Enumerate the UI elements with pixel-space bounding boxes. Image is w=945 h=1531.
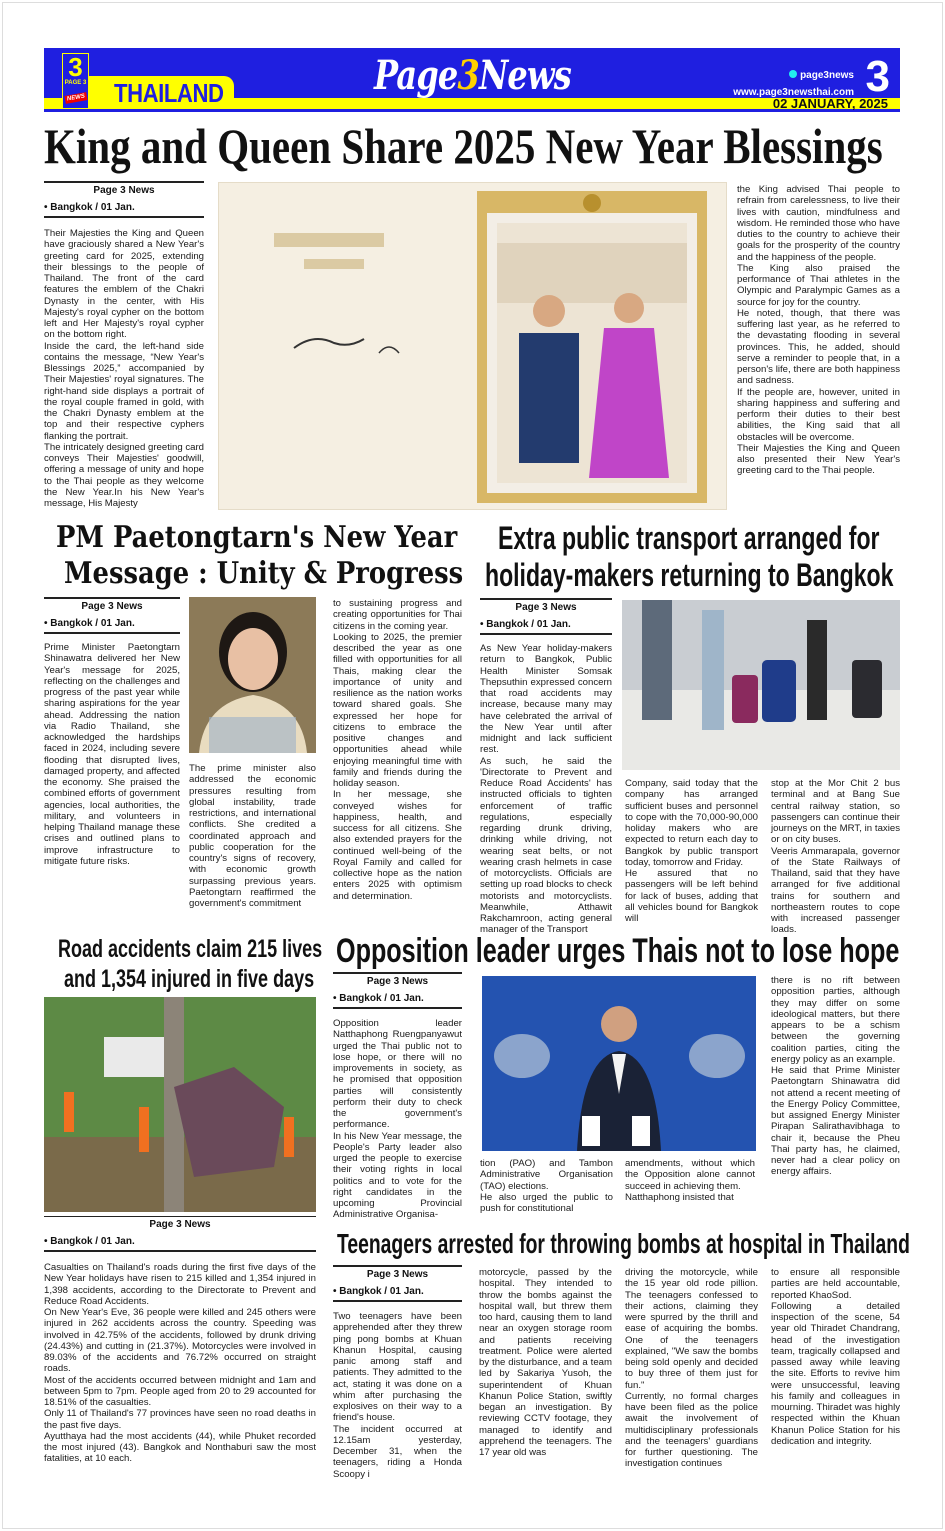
headline-pm-line2: Message : Unity & Progress xyxy=(64,556,464,591)
station-illustration xyxy=(622,600,900,770)
website-link[interactable]: www.page3newsthai.com xyxy=(733,87,854,98)
article-teenagers-col2 xyxy=(479,1267,612,1458)
paragraph: motorcycle, passed by the hospital. They intended to throw the bombs against the hospital wall, but threw them too hard, causing them to land near an oxygen storage room and patients receiving treatment. Police were alerted by the disturbance, and a team led by Sakariya Yusoh, the superintendent of Khuan Khanun Police Station, swiftly began an investigation. By reviewing CCTV footage, they managed to identify and apprehend the teenagers. The 17 year old was xyxy=(479,1267,612,1458)
paragraph: Following a detailed inspection of the scene, 54 year old Thiradet Chandrang, head of the investigation team, tragically collapsed and passed away while leaving the site. Efforts to revive him were unsuccessful, leaving his family and colleagues in mourning. Thiradet was highly respected within the Khuan Khanun Police Station for his dedication and integrity. xyxy=(771,1300,900,1447)
portrait-illustration xyxy=(189,597,316,753)
page3-logo[interactable] xyxy=(62,53,89,109)
paragraph: Ayutthaya had the most accidents (44), while Phuket recorded the most injured (43). Bangkok and Nonthaburi saw the most fatalities, at 10 each. xyxy=(44,1430,316,1465)
article-opposition-col2 xyxy=(480,1158,613,1214)
brand-left: Page xyxy=(374,52,458,99)
paragraph: On New Year's Eve, 36 people were killed and 245 others were injured in 262 accidents across the country. Speeding was involved in 42.75% of the accidents, followed by drunk driving (24.43%) and cutting in (21.37%). Motorcycles were involved in 89.03% of the accidents and 76.72% occurred on straight roads. xyxy=(44,1307,316,1375)
paragraph: Their Majesties the King and Queen also presented their New Year's greeting card to the Thai people. xyxy=(737,442,900,477)
byline-location: • Bangkok / 01 Jan. xyxy=(333,1286,424,1297)
article-opposition-col3 xyxy=(625,1158,755,1203)
paragraph: Veeris Ammarapala, governor of the State Railways of Thailand, said that they have arranged for five additional trains for southern and northeastern routes to cope with increased passenger loads. xyxy=(771,845,900,936)
headline-pm-line1: PM Paetongtarn's New Year xyxy=(56,520,458,555)
paragraph: Only 11 of Thailand's 77 provinces have seen no road deaths in the past five days. xyxy=(44,1408,316,1431)
paragraph: In her message, she conveyed wishes for happiness, health, and success for all citizens. She also extended prayers for the continued well-being of the Royal Family and called for collective hope as the nation enters 2025 with optimism and determination. xyxy=(333,789,462,902)
paragraph: Inside the card, the left-hand side contains the message, “New Year's Blessings 2025,” accompanied by Their Majesties' royal signatures. The right-hand side displays a portrait of the royal couple framed in gold, with the Chakri Dynasty emblem at the top and their respective cyphers flanking the portrait. xyxy=(44,340,204,442)
article-teenagers-col3 xyxy=(625,1267,758,1470)
paragraph: The King also praised the performance of Thai athletes in the Olympic and Paralympic Games as a source for joy for the country. xyxy=(737,262,900,308)
paragraph: Company, said today that the company has arranged sufficient buses and personnel to cope with the 70,000-90,000 holiday makers who are expected to return each day to Bangkok by public transport today, tomorrow and Friday. xyxy=(625,778,758,868)
paragraph: Their Majesties the King and Queen have graciously shared a New Year's greeting card for 2025, extending their blessings to the people of Thailand. The front of the card features the emblem of the Chakri Dynasty in the center, with His Majesty's royal cypher on the bottom left and Her Majesty's royal cypher on the bottom right. xyxy=(44,228,204,341)
headline-transport-line1: Extra public transport arranged for xyxy=(498,520,880,556)
headline-road-line2: and 1,354 injured in five days xyxy=(64,965,315,993)
road-accident-photo xyxy=(44,997,316,1212)
paragraph: to sustaining progress and creating opportunities for Thai citizens in the coming year. xyxy=(333,598,462,632)
article-transport-col1 xyxy=(480,643,612,936)
paragraph: driving the motorcycle, while the 15 year old rode pillion. The teenagers confessed to their actions, claiming they were spurred by the thrill and ease of acquiring the bombs. One of the teenagers explained, "We saw the bombs being sold openly and decided to buy three of them just for fun." xyxy=(625,1267,758,1391)
paragraph: Natthaphong insisted that xyxy=(625,1191,734,1203)
logo-small-text: PAGE 3 xyxy=(64,80,87,86)
logo-number: 3 xyxy=(68,52,83,82)
byline-location: • Bangkok / 01 Jan. xyxy=(333,993,424,1004)
paragraph: He said that Prime Minister Paetongtarn Shinawatra did not attend a recent meeting of the Energy Policy Committee, but assigned Energy Minister Pirapan Salirathavibhaga to chair it, because the Pheu Thai party has, he claimed, never had a clear policy on energy affairs. xyxy=(771,1065,900,1178)
region-label: THAILAND xyxy=(114,78,224,108)
social-label: page3news xyxy=(800,70,854,81)
headline-royal: King and Queen Share 2025 New Year Blessings xyxy=(44,118,883,174)
byline-source: Page 3 News xyxy=(366,1269,429,1280)
article-transport-col3 xyxy=(771,778,900,936)
headline-road-line1: Road accidents claim 215 lives xyxy=(58,935,323,963)
paragraph: He noted, though, that there was suffering last year, as he referred to the devastating flooding in several provinces. This, he added, should serve a reminder to people that, in a person's life, there are both happiness and sadness. xyxy=(737,307,900,387)
article-opposition-col4 xyxy=(771,975,900,1178)
byline-location: • Bangkok / 01 Jan. xyxy=(44,202,135,213)
article-transport-col2 xyxy=(625,778,758,924)
byline-opposition xyxy=(333,972,462,1009)
byline-road xyxy=(44,1216,316,1252)
byline-pm xyxy=(44,597,180,634)
paragraph: Prime Minister Paetongtarn Shinawatra delivered her New Year's message for 2025, reflecting on the challenges and progress of the past year while sharing aspirations for the year ahead. Addressing the nation via Radio Thailand, she acknowledged the hardships faced in 2024, including severe flooding that disrupted lives, damaged property, and affected the economy. She praised the combined efforts of government agencies, local authorities, the military, and volunteers in helping Thailand manage these crises and outlined plans to improve infrastructure to mitigate future risks. xyxy=(44,642,180,867)
region-tab xyxy=(74,76,234,109)
paragraph: there is no rift between opposition parties, although they may differ on some ideological matters, but there appears to be a schism between the governing coalition parties, citing the energy policy as an example. xyxy=(771,975,900,1065)
byline-source: Page 3 News xyxy=(93,185,155,196)
article-royal-col2 xyxy=(737,184,900,477)
paragraph: the King advised Thai people to refrain from carelessness, to live their lives with caution, mindfulness and wisdom. He reminded those who have duties to the country to achieve their goals for the prosperity of the country and the happiness of the people. xyxy=(737,184,900,263)
social-icon xyxy=(789,70,797,78)
paragraph: The incident occurred at 12.15am yesterday, December 31, when the teenagers, riding a Honda Scoopy i xyxy=(333,1423,462,1480)
article-pm-col1 xyxy=(44,642,180,867)
paragraph: As New Year holiday-makers return to Bangkok, Public Health Minister Somsak Thepsuthin expressed concern that road accidents may increase, because many may have celebrated the arrival of the New Year until after midnight and lack sufficient rest. xyxy=(480,643,612,756)
paragraph: amendments, without which the Opposition alone cannot succeed in achieving them. xyxy=(625,1158,755,1192)
paragraph: If the people are, however, united in sharing happiness and suffering and perform their duties to their best abilities, the King said that all obstacles will be overcome. xyxy=(737,386,900,443)
paragraph: tion (PAO) and Tambon Administrative Organisation (TAO) elections. xyxy=(480,1158,613,1192)
paragraph: As such, he said the 'Directorate to Prevent and Reduce Road Accidents' has instructed officials to tighten enforcement of traffic regulations, especially regarding drunk driving, drinking while driving, not wearing seat belts, or not wearing crash helmets in case of motorcyclists. Officials are setting up road blocks to check motorists and motorcyclists. Meanwhile, Atthawit Rakchamroon, acting general manager of the Transport xyxy=(480,755,612,936)
paragraph: He assured that no passengers will be left behind for lack of buses, adding that all vehicles bound for Bangkok will xyxy=(625,868,758,924)
transport-station-photo xyxy=(622,600,900,770)
byline-location: • Bangkok / 01 Jan. xyxy=(44,1236,135,1247)
byline-source: Page 3 News xyxy=(366,976,429,987)
byline-source: Page 3 News xyxy=(81,601,143,612)
byline-location: • Bangkok / 01 Jan. xyxy=(480,619,571,630)
article-opposition-col1 xyxy=(333,1018,462,1221)
paragraph: Casualties on Thailand's roads during the first five days of the New Year holidays have risen to 215 killed and 1,354 injured in 1,398 accidents, according to the Directorate to Prevent and Reduce Road Accidents. xyxy=(44,1262,316,1307)
royal-greeting-card-photo xyxy=(218,182,727,510)
paragraph: The prime minister also addressed the economic pressures resulting from global instability, trade restrictions, and international conflicts. She credited a coordinated approach and public cooperation for the country's signs of recovery, with economic growth surpassing previous years. Paetongtarn reaffirmed the government's commitment xyxy=(189,763,316,909)
opposition-leader-photo xyxy=(482,976,756,1151)
paragraph: Currently, no formal charges have been filed as the police await the involvement of multidisciplinary professionals and the teenagers' guardians for further questioning. The investigation continues xyxy=(625,1390,758,1470)
logo-news-badge: NEWS xyxy=(64,92,87,104)
byline-teenagers xyxy=(333,1265,462,1302)
page-number: 3 xyxy=(865,52,890,101)
article-road-col1 xyxy=(44,1262,316,1465)
article-pm-col2 xyxy=(189,763,316,909)
press-conference-illustration xyxy=(482,976,756,1151)
byline-source: Page 3 News xyxy=(515,602,577,613)
masthead xyxy=(44,48,900,112)
byline-transport xyxy=(480,598,612,635)
paragraph: The intricately designed greeting card conveys Their Majesties' goodwill, offering a message of unity and hope to the Thai people as they welcome the New Year.In his New Year's message, His Majesty xyxy=(44,441,204,509)
social-handle[interactable] xyxy=(789,70,854,81)
accident-illustration xyxy=(44,997,316,1212)
article-royal-col1 xyxy=(44,228,204,509)
paragraph: He also urged the public to push for constitutional xyxy=(480,1191,613,1214)
pm-portrait-photo xyxy=(189,597,316,753)
article-teenagers-col4 xyxy=(771,1267,900,1447)
article-teenagers-col1 xyxy=(333,1311,462,1480)
paragraph: Looking to 2025, the premier described the year as one filled with opportunities for all Thais, making clear the importance of unity and resilience as the nation works toward shared goals. She expressed her hope for citizens to embrace the positive changes and opportunities ahead while enjoying meaningful time with family and friends during the holiday season. xyxy=(333,631,462,789)
brand-right: News xyxy=(478,52,571,99)
byline-location: • Bangkok / 01 Jan. xyxy=(44,618,135,629)
paragraph: Two teenagers have been apprehended after they threw ping pong bombs at Khuan Khanun Hospital, causing panic among staff and patients. They admitted to the act, stating it was done on a whim after purchasing the explosives on their way to a friend's house. xyxy=(333,1311,462,1424)
greeting-card-illustration xyxy=(219,183,727,510)
headline-teenagers: Teenagers arrested for throwing bombs at hospital in Thailand xyxy=(337,1228,910,1259)
byline-source: Page 3 News xyxy=(149,1219,211,1230)
brand-three: 3 xyxy=(457,52,479,99)
headline-opposition: Opposition leader urges Thais not to lose hope xyxy=(336,932,900,970)
article-pm-col3 xyxy=(333,598,462,902)
byline-royal xyxy=(44,181,204,218)
issue-date: 02 JANUARY, 2025 xyxy=(772,96,888,111)
paragraph: In his New Year message, the People's Party leader also urged the people to exercise their voting rights in local politics and to vote for the right candidates in the upcoming Provincial Administrative Organisa- xyxy=(333,1130,462,1221)
paragraph: stop at the Mor Chit 2 bus terminal and at Bang Sue central railway station, so passengers can continue their journeys on the MRT, in taxies or on city buses. xyxy=(771,778,900,846)
paragraph: Opposition leader Natthaphong Ruengpanyawut urged the Thai public not to lose hope, or there will no improvements in society, as he promised that opposition parties will consistently perform their duty to check the government's performance. xyxy=(333,1018,462,1131)
paragraph: to ensure all responsible parties are held accountable, reported KhaoSod. xyxy=(771,1267,900,1301)
paragraph: Most of the accidents occurred between midnight and 1am and between 5pm to 7pm. People aged from 20 to 29 accounted for 18.51% of the casualties. xyxy=(44,1374,316,1408)
headline-transport-line2: holiday-makers returning to Bangkok xyxy=(485,557,894,593)
brand-wordmark[interactable] xyxy=(374,52,571,99)
